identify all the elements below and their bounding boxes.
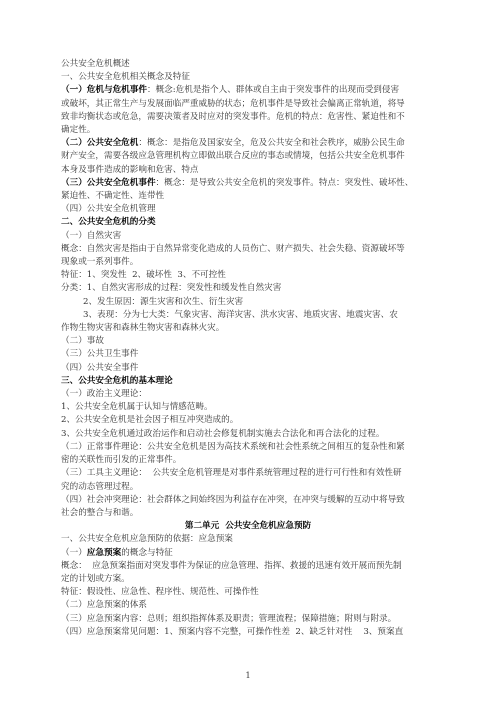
line-text: 作物生物灾害和森林生物灾害和森林火灾。 xyxy=(61,323,225,334)
text-line xyxy=(61,282,435,295)
text-line xyxy=(61,441,435,454)
line-text: 财产安全，需要各级应急管理机构立即做出联合反应的事态或情境，包括公共安全危机事件 xyxy=(61,151,405,162)
line-text: 概念： 应急预案指面对突发事件为保证的应急管理、指挥、救援的迅速有效开展而预先制 xyxy=(61,560,402,571)
text-line xyxy=(61,573,435,586)
text-line xyxy=(61,533,435,546)
text-line xyxy=(61,599,435,612)
text-line xyxy=(61,322,435,335)
line-bold-term: 应急预案 xyxy=(86,547,122,558)
line-text: 一、公共安全危机应急预防的依据：应急预案 xyxy=(61,534,233,545)
text-line xyxy=(61,177,435,190)
line-text: 三、公共安全危机的基本理论 xyxy=(61,375,173,386)
line-text: 紧迫性、不确定性、连带性 xyxy=(61,191,165,202)
text-line xyxy=(61,124,435,137)
line-text: 3、表现：分为七大类：气象灾害、海洋灾害、洪水灾害、地质灾害、地震灾害、农 xyxy=(83,309,398,320)
text-line xyxy=(61,71,435,84)
line-text: （三）公共安全危机事件 xyxy=(61,177,156,188)
line-text: 确定性。 xyxy=(61,125,96,136)
text-line xyxy=(61,481,435,494)
text-line xyxy=(61,98,435,111)
text-line xyxy=(61,362,435,375)
line-text: 二、公共安全危机的分类 xyxy=(61,217,156,228)
text-line xyxy=(61,626,435,639)
line-text: （一）危机与危机事件 xyxy=(61,85,147,96)
text-line xyxy=(61,494,435,507)
line-text: （二）事故 xyxy=(61,336,104,347)
line-text: （四）应急预案常见问题：1、预案内容不完整，可操作性差 2、缺乏针对性 3、预案直 xyxy=(61,626,404,637)
text-line xyxy=(61,454,435,467)
line-text: 概念：自然灾害是指由于自然异常变化造成的人员伤亡、财产损失、社会失稳、资源破坏等 xyxy=(61,243,405,254)
text-line xyxy=(61,296,435,309)
text-line xyxy=(61,467,435,480)
line-text: 第二单元 公共安全危机应急预防 xyxy=(184,521,312,532)
line-text: （二）公共安全危机 xyxy=(61,138,139,149)
text-line xyxy=(61,203,435,216)
text-line xyxy=(61,348,435,361)
line-text: （三）应急预案内容：总则；组织指挥体系及职责；管理流程；保障措施；附则与附录。 xyxy=(61,613,397,624)
text-line xyxy=(61,111,435,124)
line-text: 密的关联性而引发的正常事件。 xyxy=(61,455,182,466)
text-line xyxy=(61,84,435,97)
text-line xyxy=(61,190,435,203)
page-number: 1 xyxy=(245,671,251,680)
line-text: 特征：1、突发性 2、破坏性 3、不可控性 xyxy=(61,270,226,281)
text-line xyxy=(61,613,435,626)
line-text: 社会的整合与和谐。 xyxy=(61,507,139,518)
line-rest: ：概念：是指危及国家安全，危及公共安全和社会秩序，威胁公民生命 xyxy=(138,138,405,149)
line-text: （四）社会冲突理论：社会群体之间始终因为利益存在冲突，在冲突与缓解的互动中将导致 xyxy=(61,494,405,505)
text-line xyxy=(61,269,435,282)
line-text: （三）公共卫生事件 xyxy=(61,349,139,360)
text-line xyxy=(61,507,435,520)
text-line xyxy=(61,414,435,427)
text-line xyxy=(61,256,435,269)
line-text: 分类：1、自然灾害形成的过程：突发性和缓发性自然灾害 xyxy=(61,283,282,294)
text-line xyxy=(61,547,435,560)
text-line xyxy=(61,243,435,256)
line-text: 3、公共安全危机通过政治运作和启动社会修复机制实施去合法化和再合法化的过程。 xyxy=(61,428,385,439)
text-line xyxy=(61,401,435,414)
line-text: 本身及事件造成的影响和危害、特点 xyxy=(61,164,199,175)
text-line xyxy=(61,586,435,599)
line-text: 公共安全危机概述 xyxy=(61,59,130,69)
line-text: 或破坏，其正常生产与发展面临严重威胁的状态；危机事件是导致社会偏离正常轨道，将导 xyxy=(61,98,405,109)
text-line xyxy=(61,309,435,322)
line-text: （四）公共安全事件 xyxy=(61,362,139,373)
text-line xyxy=(61,560,435,573)
text-line xyxy=(61,520,435,533)
document-body xyxy=(61,58,435,639)
line-text: 定的计划或方案。 xyxy=(61,573,130,584)
text-line xyxy=(61,137,435,150)
line-text: 现象或一系列事件。 xyxy=(61,257,139,268)
line-text: （一）自然灾害 xyxy=(61,230,122,241)
line-text: （三）工具主义理论： 公共安全危机管理是对事件系统管理过程的进行可行性和有效性研 xyxy=(61,468,402,479)
text-line xyxy=(61,335,435,348)
line-text: 2、公共安全危机是社会因子相互冲突造成的。 xyxy=(61,415,239,426)
line-text: （四）公共安全危机管理 xyxy=(61,204,156,215)
line-text: 致非均衡状态或危急，需要决策者及时应对的突发事件。危机的特点：危害性、紧迫性和不 xyxy=(61,111,405,122)
text-line xyxy=(61,216,435,229)
text-line xyxy=(61,428,435,441)
line-rest: 的概念与特征 xyxy=(121,547,173,558)
line-text: （一） xyxy=(61,547,87,558)
text-line xyxy=(61,388,435,401)
line-text: 特征：假设性、应急性、程序性、规范性、可操作性 xyxy=(61,587,259,598)
line-text: 一、公共安全危机相关概念及特征 xyxy=(61,72,190,83)
text-line xyxy=(61,58,435,71)
line-text: 究的动态管理过程。 xyxy=(61,481,139,492)
line-text: （一）政治主义理论： xyxy=(61,389,147,400)
line-text: 1、公共安全危机属于认知与情感范畴。 xyxy=(61,402,213,413)
text-line xyxy=(61,375,435,388)
line-text: （二）正常事件理论：公共安全危机是因为高技术系统和社会性系统之间相互的复杂性和紧 xyxy=(61,441,405,452)
line-rest: ：概念：是导致公共安全危机的突发事件。特点：突发性、破坏性、 xyxy=(155,177,414,188)
line-rest: ：概念:危机是指个人、群体或自主由于突发事件的出现而受到侵害 xyxy=(146,85,400,96)
line-text: 2、发生原因：源生灾害和次生、衍生灾害 xyxy=(83,296,244,307)
text-line xyxy=(61,164,435,177)
line-text: （二）应急预案的体系 xyxy=(61,600,147,611)
text-line xyxy=(61,230,435,243)
text-line xyxy=(61,150,435,163)
